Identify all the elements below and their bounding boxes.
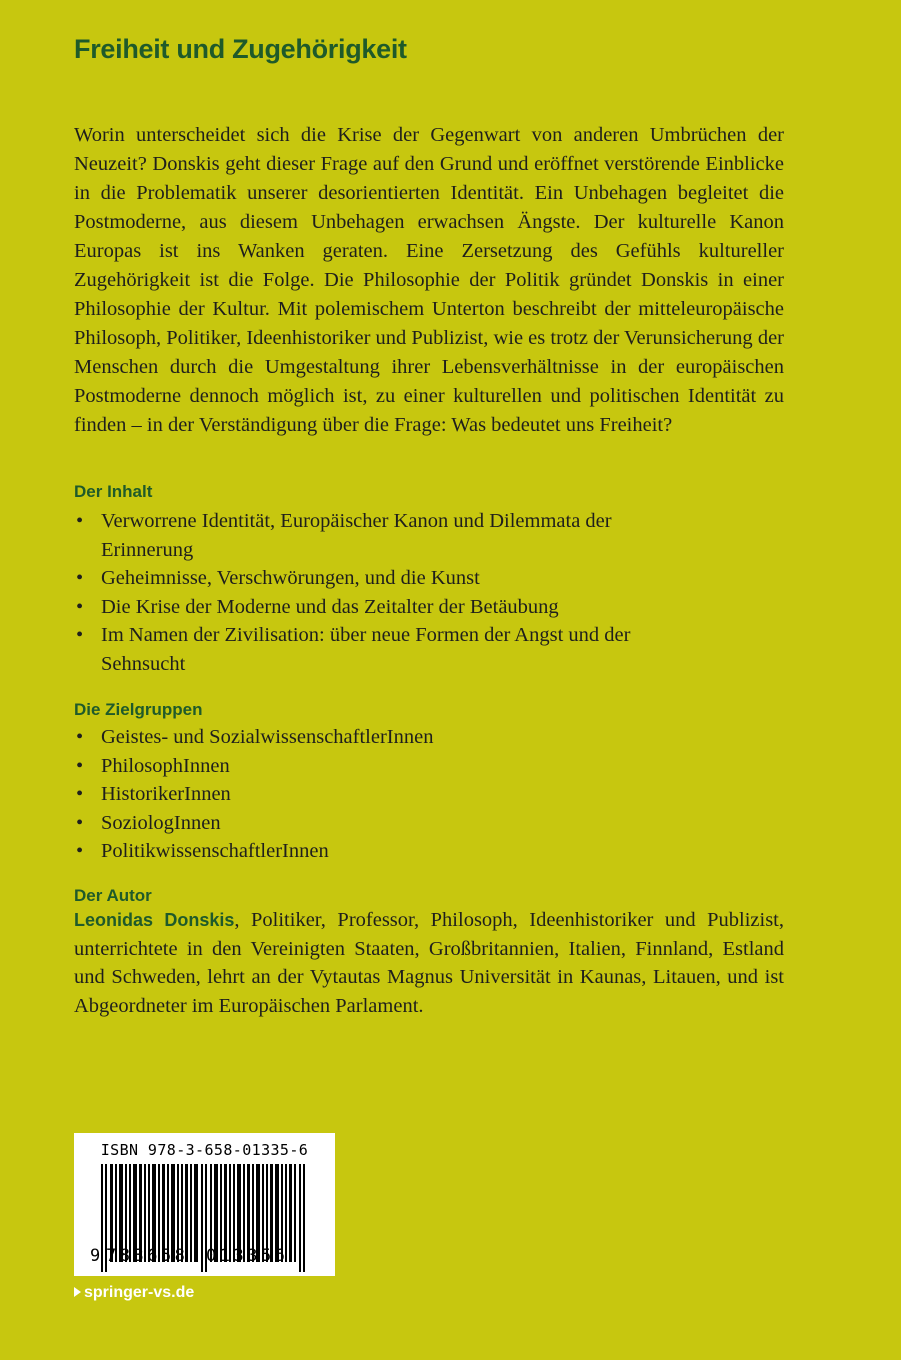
target-groups-heading: Die Zielgruppen [74, 700, 203, 719]
bullet-icon: • [76, 567, 84, 589]
list-item: • Verworrene Identität, Europäischer Kanon und Dilemmata der Erinnerung [74, 507, 674, 564]
contents-heading: Der Inhalt [74, 482, 153, 501]
ean-left-digits: 783658 [106, 1246, 189, 1266]
contents-list [74, 507, 674, 678]
bullet-icon: • [76, 510, 84, 532]
list-item: • Geistes- und SozialwissenschaftlerInnen [74, 723, 774, 752]
list-item: • Die Krise der Moderne und das Zeitalter der Betäubung [74, 593, 674, 622]
website-link[interactable] [74, 1284, 194, 1302]
bullet-icon: • [76, 811, 84, 834]
bullet-icon: • [76, 595, 84, 618]
target-groups-list [74, 723, 774, 866]
list-item: • PolitikwissenschaftlerInnen [74, 837, 774, 866]
ean-right-digits: 013356 [206, 1246, 289, 1266]
book-title: Freiheit und Zugehörigkeit [74, 34, 407, 64]
author-paragraph [74, 906, 784, 1020]
list-item: • PhilosophInnen [74, 752, 774, 781]
intro-paragraph: Worin unterscheidet sich die Krise der Gegenwart von anderen Umbrüchen der Neuzeit? Donskis geht dieser Frage auf den Grund und eröffnet verstörende Einblicke in die Problematik unserer desorientierten Identität. Ein Unbehagen begleitet die Postmoderne, aus diesem Unbehagen erwachsen Ängste. Der kulturelle Kanon Europas ist ins Wanken geraten. Eine Zersetzung des Gefühls kultureller Zugehörigkeit ist die Folge. Die Philosophie der Politik gründet Donskis in einer Philosophie der Kultur. Mit polemischem Unterton beschreibt der mitteleuropäische Philosoph, Politiker, Ideenhistoriker und Publizist, wie es trotz der Verunsicherung der Menschen durch die Umgestaltung ihrer Lebensverhältnisse in der europäischen Postmoderne dennoch möglich ist, zu einer kulturellen und politischen Identität zu finden – in der Verständigung über die Frage: Was bedeutet uns Freiheit? [74, 124, 784, 436]
bullet-icon: • [76, 783, 84, 805]
ean-lead-digit: 9 [90, 1246, 101, 1266]
bullet-icon: • [76, 624, 84, 646]
bullet-icon: • [76, 754, 84, 777]
list-item: • SoziologInnen [74, 809, 774, 838]
arrow-right-icon [74, 1287, 81, 1297]
list-item: • Im Namen der Zivilisation: über neue Formen der Angst und der Sehnsucht [74, 621, 641, 678]
bullet-icon: • [76, 840, 84, 862]
list-item: • HistorikerInnen [74, 780, 774, 809]
author-name: Leonidas Donskis [74, 910, 235, 930]
author-bio: , Politiker, Professor, Philosoph, Ideenhistoriker und Publizist, unterrichtete in den Vereinigten Staaten, Großbritannien, Italien, Finnland, Estland und Schweden, lehrt an der Vytautas Magnus Universität in Kaunas, Litauen, und ist Abgeordneter im Europäischen Parlament. [74, 909, 784, 1017]
website-label: springer-vs.de [84, 1284, 195, 1301]
isbn-label: ISBN 978-3-658-01335-6 [100, 1141, 309, 1159]
list-item: • Geheimnisse, Verschwörungen, und die Kunst [74, 564, 674, 593]
author-heading: Der Autor [74, 886, 152, 905]
bullet-icon: • [76, 726, 84, 748]
